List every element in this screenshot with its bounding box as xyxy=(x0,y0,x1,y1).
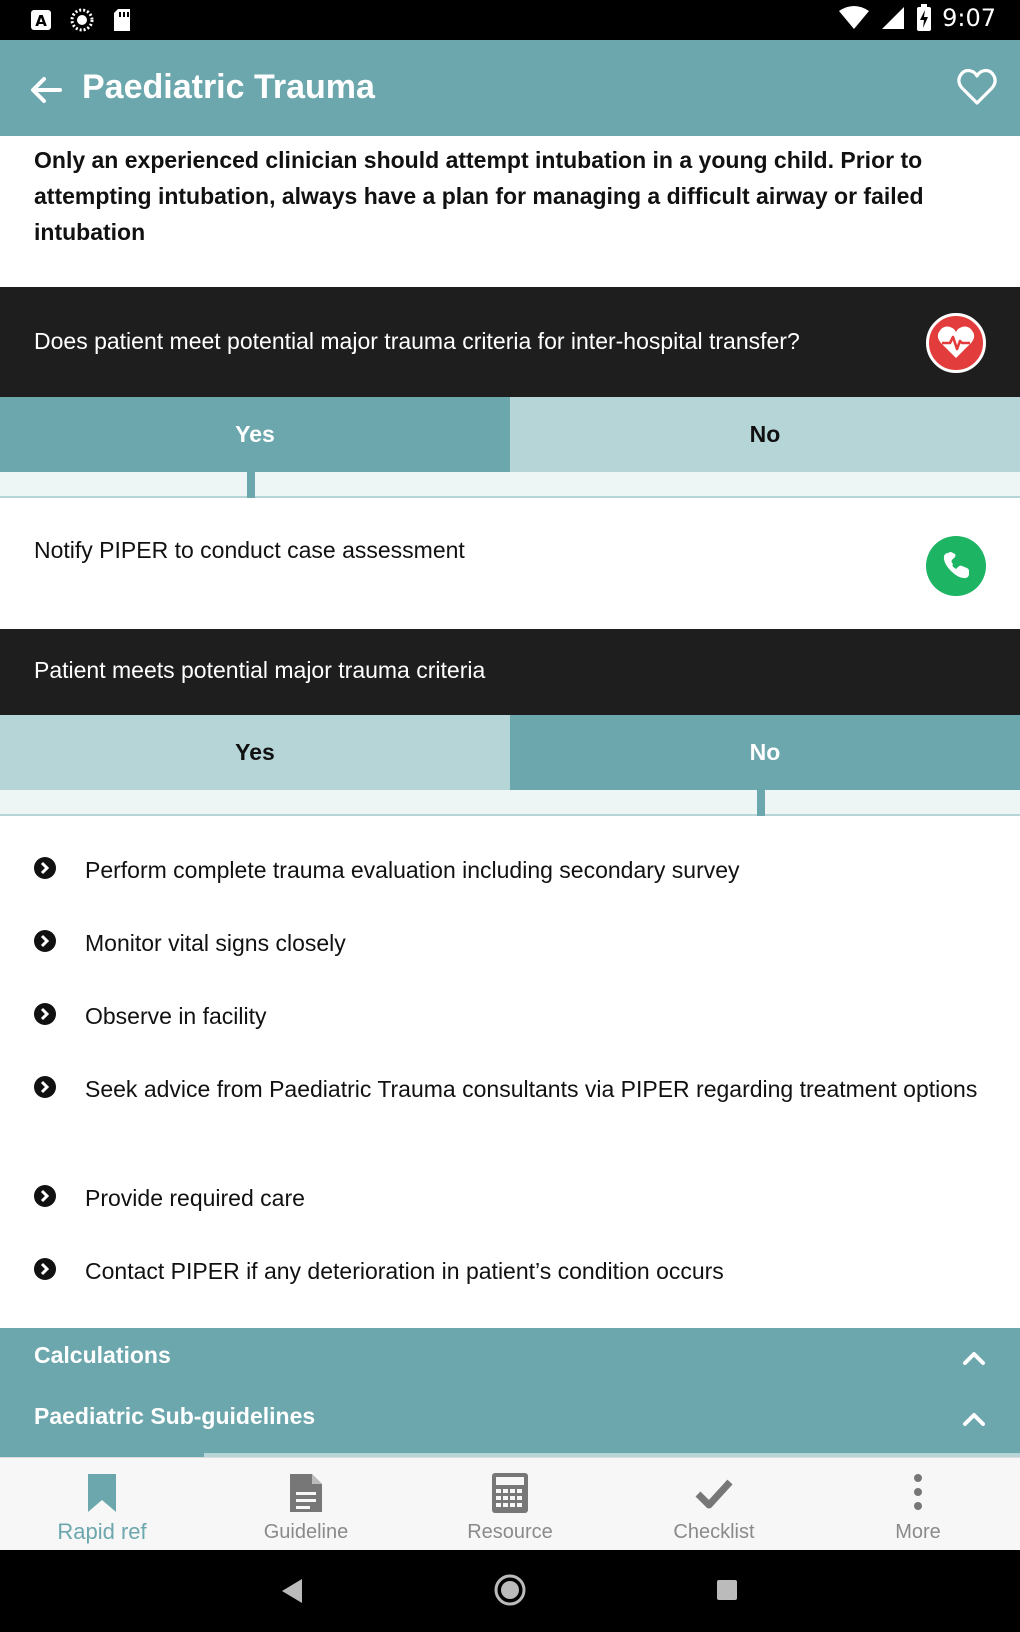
more-vertical-icon xyxy=(898,1472,938,1514)
nav-guideline[interactable] xyxy=(204,1458,408,1551)
heart-outline-icon[interactable] xyxy=(956,66,998,108)
toggle-transfer-criteria xyxy=(0,397,1020,472)
question-text: Does patient meet potential major trauma criteria for inter-hospital transfer? xyxy=(34,328,800,354)
accordion-label: Paediatric Sub-guidelines xyxy=(34,1403,316,1429)
bookmark-icon xyxy=(82,1472,122,1514)
nav-resource[interactable] xyxy=(408,1458,612,1551)
accordion-label: Calculations xyxy=(34,1342,171,1368)
battery-charging-icon xyxy=(916,4,932,32)
step-text: Seek advice from Paediatric Trauma consultants via PIPER regarding treatment options xyxy=(85,1076,978,1102)
nav-more[interactable] xyxy=(816,1458,1020,1551)
accordion-sub-guidelines[interactable] xyxy=(0,1389,1020,1449)
signal-icon xyxy=(880,5,906,31)
accordion-calculations[interactable] xyxy=(0,1328,1020,1388)
arrow-left-icon[interactable] xyxy=(26,70,66,110)
system-navigation-bar xyxy=(0,1550,1020,1632)
step-text: Observe in facility xyxy=(85,1003,267,1029)
flow-connector xyxy=(0,790,1020,816)
nav-checklist[interactable] xyxy=(612,1458,816,1551)
phone-icon[interactable] xyxy=(926,536,986,596)
intubation-warning: Only an experienced clinician should attempt intubation in a young child. Prior to attempting intubation, always have a plan for managing a difficult airway or failed intubation xyxy=(34,147,924,245)
no-button[interactable]: No xyxy=(510,397,1020,472)
connector-tick xyxy=(757,790,765,816)
status-time: 9:07 xyxy=(942,4,996,32)
chevron-up-icon xyxy=(960,1407,988,1431)
document-icon xyxy=(286,1472,326,1514)
connector-tick xyxy=(247,472,255,498)
chevron-circle-right-icon xyxy=(34,930,56,952)
chevron-circle-right-icon xyxy=(34,1003,56,1025)
nav-label: Guideline xyxy=(263,1521,349,1543)
sd-card-icon xyxy=(112,8,132,32)
bottom-navigation xyxy=(0,1457,1020,1550)
nav-rapid-ref[interactable] xyxy=(0,1458,204,1551)
no-button[interactable]: No xyxy=(510,715,1020,790)
chevron-circle-right-icon xyxy=(34,1076,56,1098)
chevron-circle-right-icon xyxy=(34,1185,56,1207)
back-triangle-icon[interactable] xyxy=(280,1577,304,1605)
wifi-icon xyxy=(838,5,870,31)
flow-connector xyxy=(0,472,1020,498)
status-bar xyxy=(0,0,1020,40)
accordion-panel xyxy=(0,1328,1020,1456)
question-text: Patient meets potential major trauma criteria xyxy=(34,657,486,683)
nav-label: Resource xyxy=(467,1521,553,1543)
step-text: Perform complete trauma evaluation including secondary survey xyxy=(85,857,740,883)
nav-label: Rapid ref xyxy=(57,1519,147,1544)
yes-button[interactable]: Yes xyxy=(0,397,510,472)
step-text: Provide required care xyxy=(85,1185,305,1211)
chevron-circle-right-icon xyxy=(34,857,56,879)
nav-label: More xyxy=(895,1521,941,1543)
yes-button[interactable]: Yes xyxy=(0,715,510,790)
heart-pulse-icon[interactable] xyxy=(926,313,986,373)
toggle-major-trauma xyxy=(0,715,1020,790)
chevron-circle-right-icon xyxy=(34,1258,56,1280)
home-circle-icon[interactable] xyxy=(493,1573,527,1607)
calculator-icon xyxy=(490,1472,530,1514)
step-text: Contact PIPER if any deterioration in patient’s condition occurs xyxy=(85,1258,724,1284)
recents-square-icon[interactable] xyxy=(716,1579,738,1601)
question-transfer-criteria xyxy=(0,287,1020,398)
question-major-trauma xyxy=(0,629,1020,716)
step-text: Monitor vital signs closely xyxy=(85,930,346,956)
check-icon xyxy=(694,1472,734,1514)
app-bar xyxy=(0,40,1020,136)
notify-text: Notify PIPER to conduct case assessment xyxy=(34,537,465,563)
chevron-up-icon xyxy=(960,1346,988,1370)
svg-text:A: A xyxy=(35,12,47,30)
page-title: Paediatric Trauma xyxy=(82,68,375,106)
a-notification-icon xyxy=(30,9,52,31)
nav-label: Checklist xyxy=(673,1521,755,1543)
sync-icon xyxy=(70,8,94,32)
